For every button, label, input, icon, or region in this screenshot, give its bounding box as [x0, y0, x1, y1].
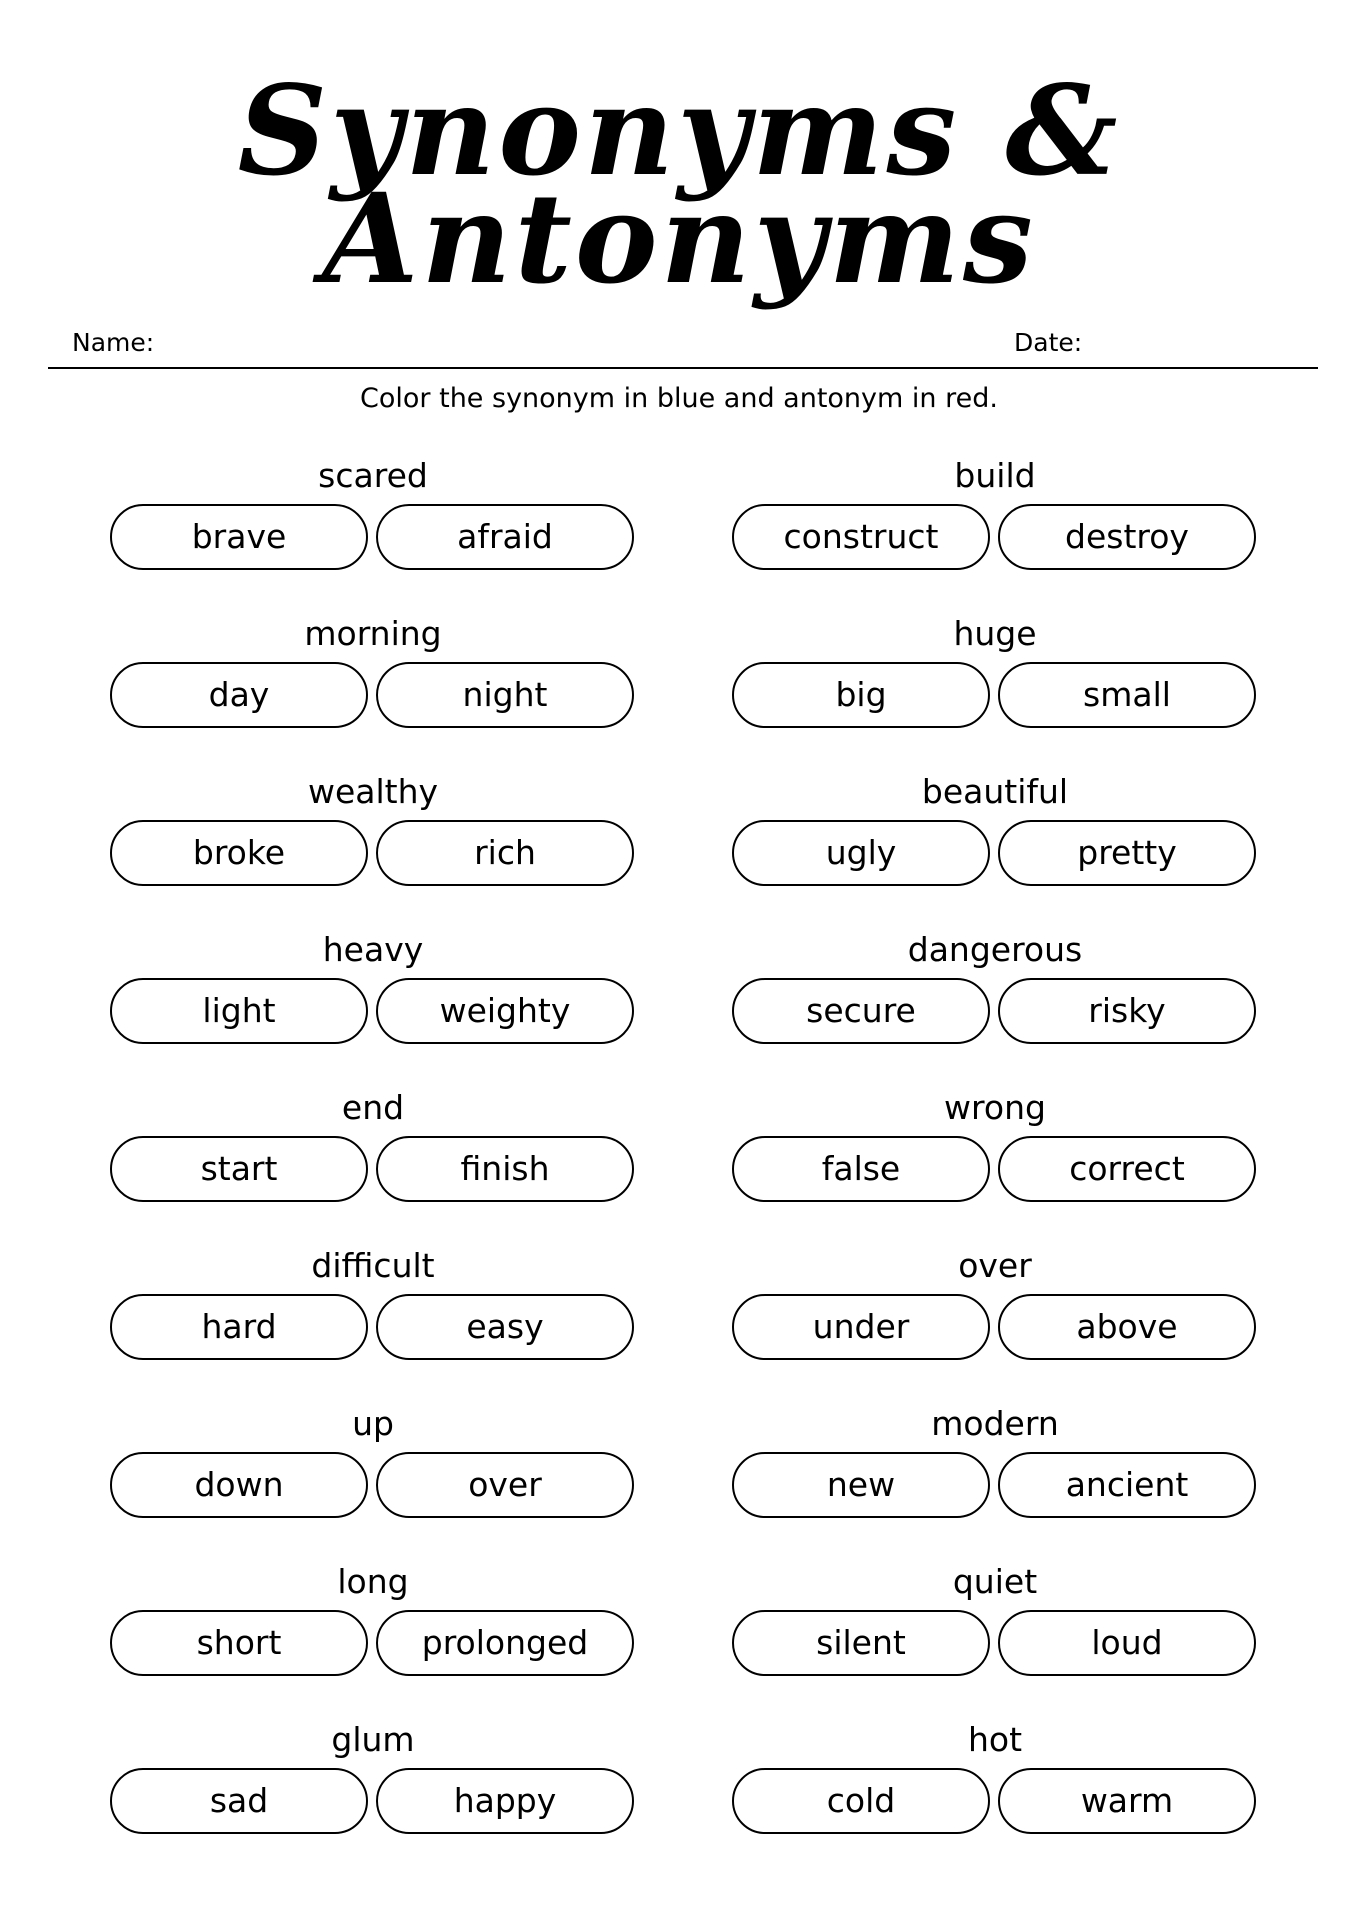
- word-item: [732, 1720, 1258, 1844]
- prompt-word: huge: [953, 614, 1037, 653]
- instructions: Color the synonym in blue and antonym in red.: [360, 383, 998, 414]
- choice-bubble[interactable]: false: [732, 1136, 990, 1202]
- name-label: Name:: [72, 328, 155, 357]
- choice-bubble[interactable]: silent: [732, 1610, 990, 1676]
- word-item: [110, 1404, 636, 1528]
- choice-bubble[interactable]: loud: [998, 1610, 1256, 1676]
- choice-bubble[interactable]: start: [110, 1136, 368, 1202]
- word-item: [732, 772, 1258, 896]
- prompt-word: glum: [331, 1720, 415, 1759]
- choice-bubble[interactable]: weighty: [376, 978, 634, 1044]
- choice-bubble[interactable]: happy: [376, 1768, 634, 1834]
- choice-bubble[interactable]: night: [376, 662, 634, 728]
- choice-bubble[interactable]: cold: [732, 1768, 990, 1834]
- prompt-word: wrong: [944, 1088, 1046, 1127]
- prompt-word: end: [341, 1088, 405, 1127]
- choice-bubble[interactable]: sad: [110, 1768, 368, 1834]
- choice-bubble[interactable]: correct: [998, 1136, 1256, 1202]
- word-item: [732, 1404, 1258, 1528]
- choice-bubble[interactable]: above: [998, 1294, 1256, 1360]
- prompt-word: modern: [931, 1404, 1059, 1443]
- choice-bubble[interactable]: ugly: [732, 820, 990, 886]
- word-item: [732, 930, 1258, 1054]
- word-item: [732, 614, 1258, 738]
- prompt-word: quiet: [952, 1562, 1038, 1601]
- prompt-word: morning: [304, 614, 442, 653]
- choice-bubble[interactable]: over: [376, 1452, 634, 1518]
- word-item: [732, 1088, 1258, 1212]
- prompt-word: hot: [967, 1720, 1023, 1759]
- word-item: [732, 1246, 1258, 1370]
- word-item: [110, 456, 636, 580]
- choice-bubble[interactable]: rich: [376, 820, 634, 886]
- choice-bubble[interactable]: broke: [110, 820, 368, 886]
- choice-bubble[interactable]: under: [732, 1294, 990, 1360]
- prompt-word: over: [958, 1246, 1032, 1285]
- choice-bubble[interactable]: hard: [110, 1294, 368, 1360]
- choice-bubble[interactable]: finish: [376, 1136, 634, 1202]
- word-item: [732, 1562, 1258, 1686]
- choice-bubble[interactable]: light: [110, 978, 368, 1044]
- choice-bubble[interactable]: easy: [376, 1294, 634, 1360]
- prompt-word: dangerous: [907, 930, 1083, 969]
- prompt-word: heavy: [322, 930, 424, 969]
- word-item: [110, 930, 636, 1054]
- choice-bubble[interactable]: destroy: [998, 504, 1256, 570]
- choice-bubble[interactable]: afraid: [376, 504, 634, 570]
- word-item: [110, 1088, 636, 1212]
- choice-bubble[interactable]: warm: [998, 1768, 1256, 1834]
- choice-bubble[interactable]: ancient: [998, 1452, 1256, 1518]
- prompt-word: long: [337, 1562, 409, 1601]
- prompt-word: beautiful: [921, 772, 1069, 811]
- choice-bubble[interactable]: brave: [110, 504, 368, 570]
- choice-bubble[interactable]: risky: [998, 978, 1256, 1044]
- name-date-line: [48, 367, 1318, 369]
- prompt-word: up: [352, 1404, 394, 1443]
- choice-bubble[interactable]: big: [732, 662, 990, 728]
- prompt-word: build: [954, 456, 1036, 495]
- word-item: [110, 772, 636, 896]
- word-item: [110, 1720, 636, 1844]
- date-label: Date:: [1014, 328, 1083, 357]
- choice-bubble[interactable]: short: [110, 1610, 368, 1676]
- choice-bubble[interactable]: new: [732, 1452, 990, 1518]
- choice-bubble[interactable]: day: [110, 662, 368, 728]
- prompt-word: difficult: [311, 1246, 435, 1285]
- choice-bubble[interactable]: small: [998, 662, 1256, 728]
- worksheet-title-line-2: Antonyms: [322, 167, 1036, 312]
- word-item: [732, 456, 1258, 580]
- word-item: [110, 1246, 636, 1370]
- worksheet-title-line-1: Synonyms &: [237, 59, 1121, 204]
- choice-bubble[interactable]: down: [110, 1452, 368, 1518]
- word-item: [110, 1562, 636, 1686]
- prompt-word: wealthy: [307, 772, 439, 811]
- choice-bubble[interactable]: construct: [732, 504, 990, 570]
- choice-bubble[interactable]: secure: [732, 978, 990, 1044]
- prompt-word: scared: [318, 456, 428, 495]
- choice-bubble[interactable]: prolonged: [376, 1610, 634, 1676]
- word-item: [110, 614, 636, 738]
- choice-bubble[interactable]: pretty: [998, 820, 1256, 886]
